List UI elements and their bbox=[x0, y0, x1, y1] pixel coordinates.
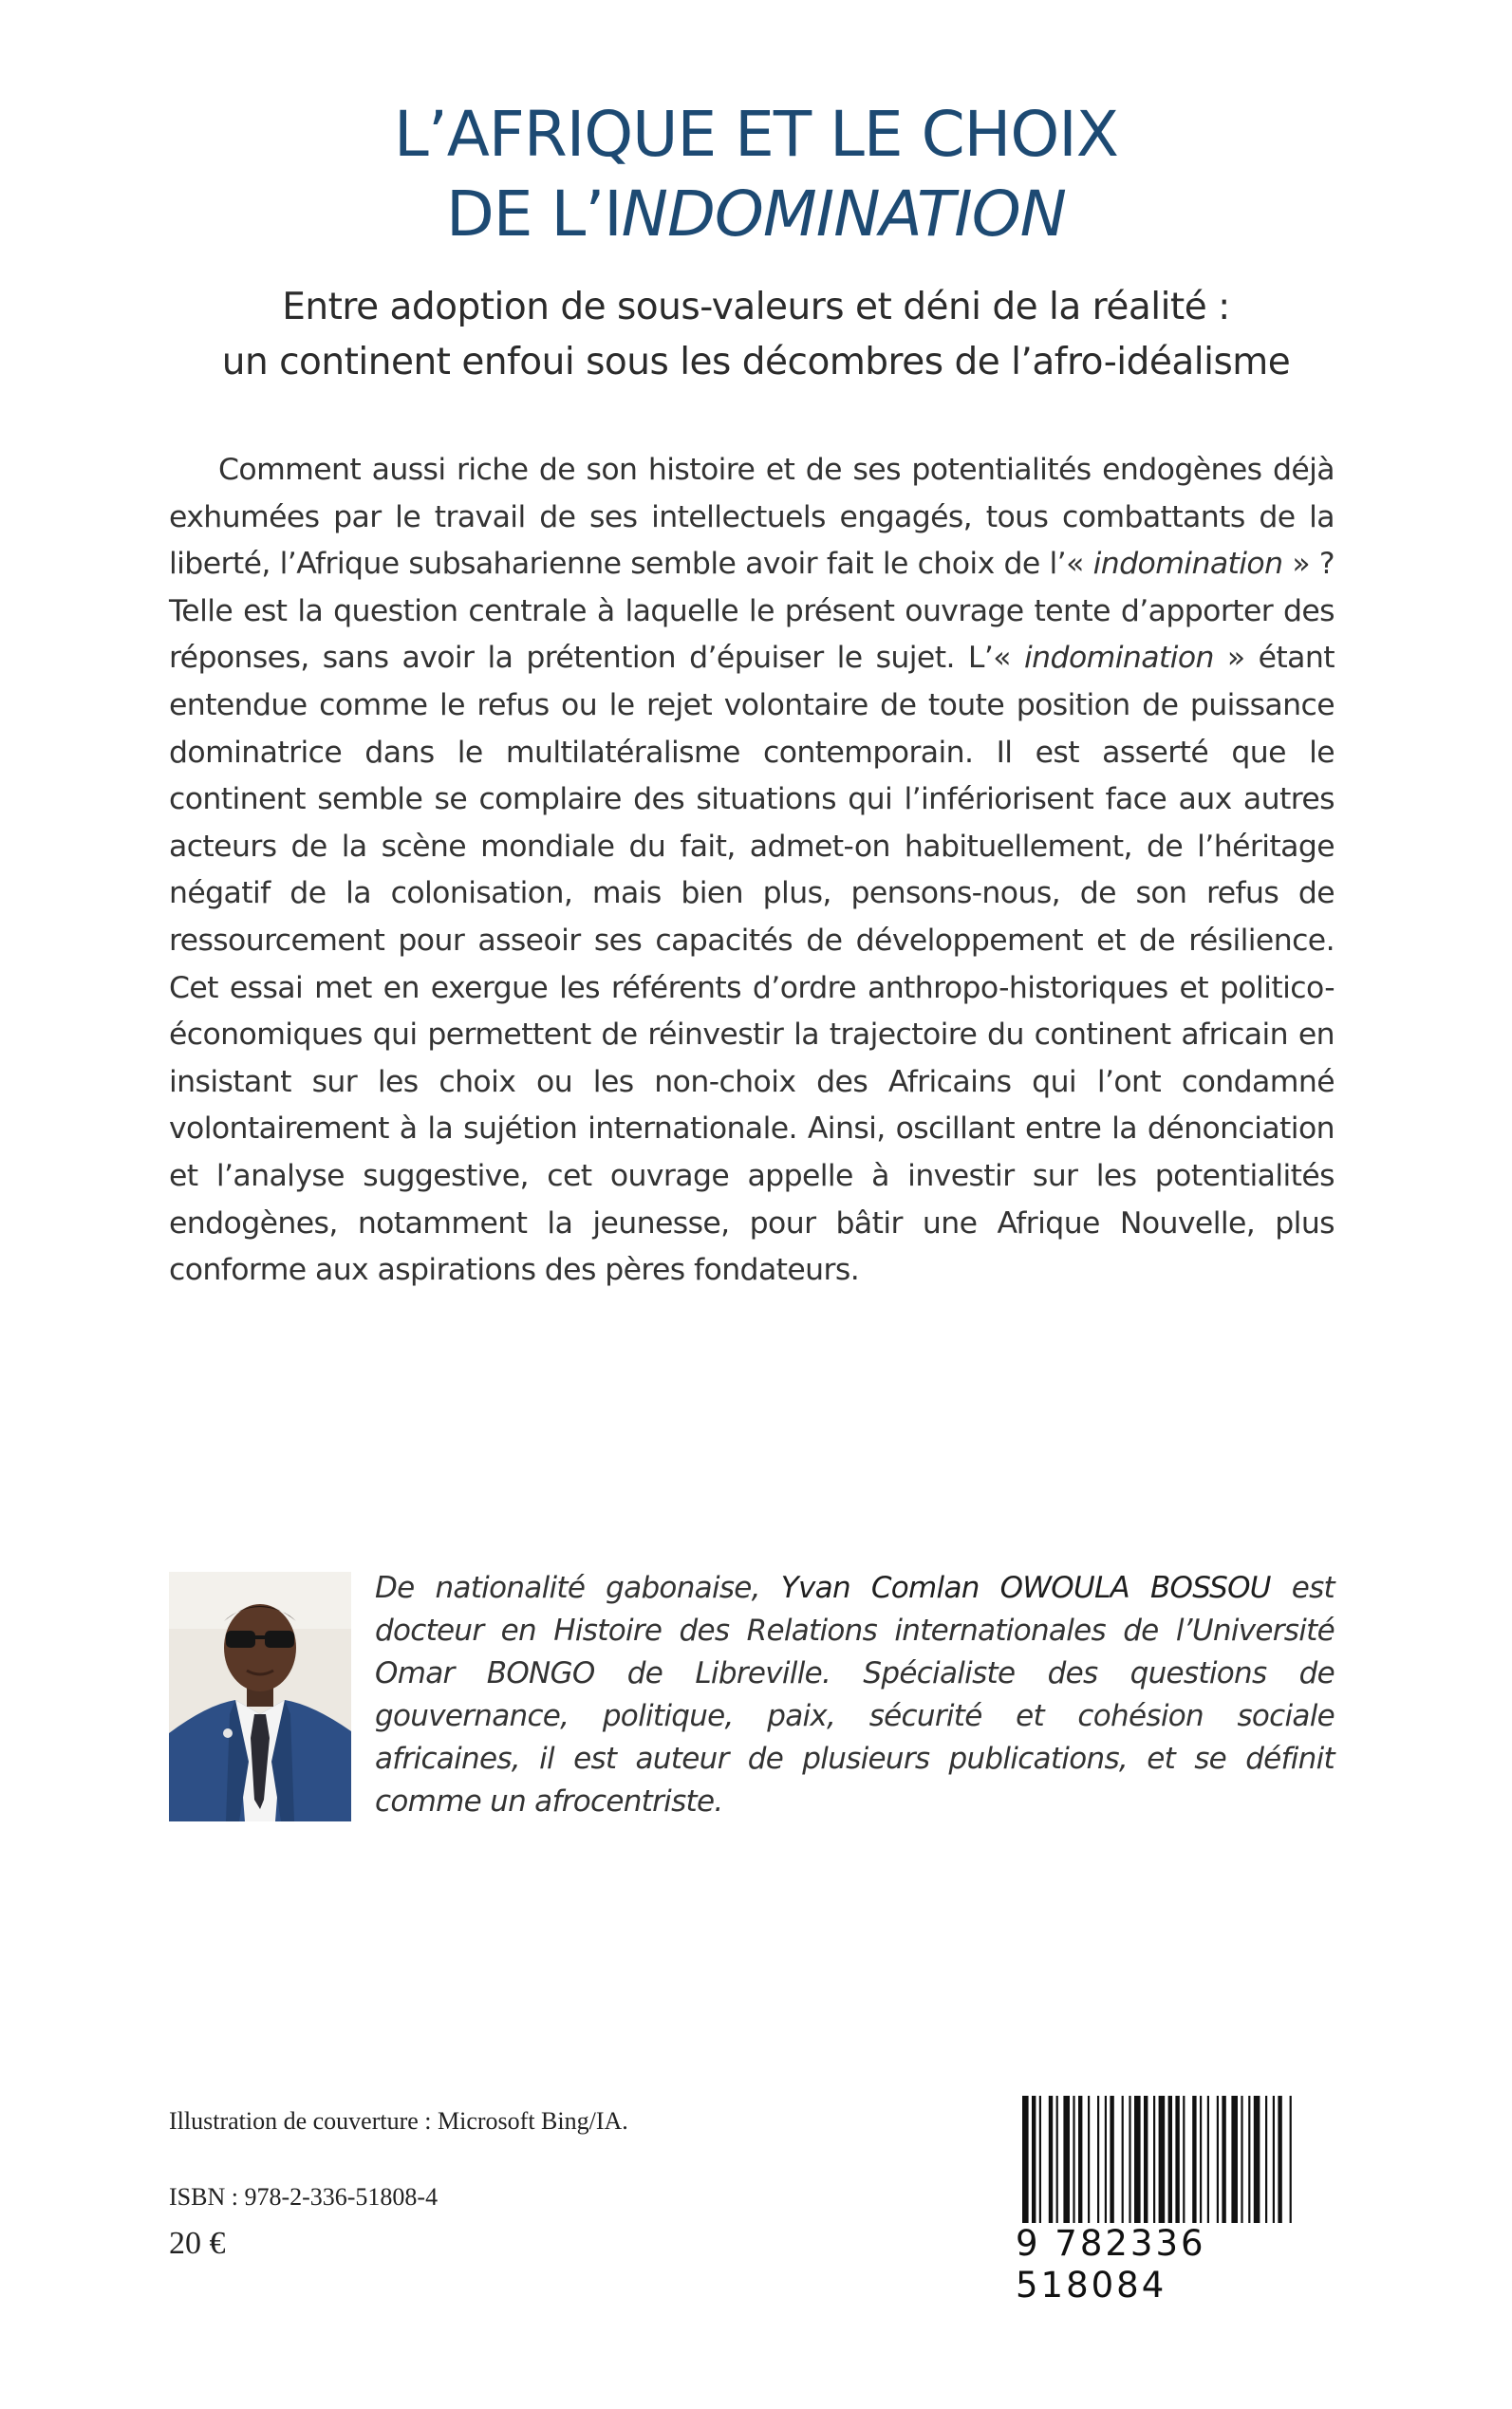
subtitle-line-2: un continent enfoui sous les décombres de l’afro-idéalisme bbox=[221, 341, 1291, 383]
barcode-bar bbox=[1290, 2096, 1292, 2236]
barcode-bar bbox=[1144, 2096, 1148, 2223]
barcode-bar bbox=[1022, 2096, 1029, 2236]
barcode-bar bbox=[1207, 2096, 1209, 2223]
title-line-1: L’AFRIQUE ET LE CHOIX bbox=[394, 98, 1118, 171]
barcode-bar bbox=[1192, 2096, 1196, 2223]
subtitle-line-1: Entre adoption de sous-valeurs et déni de la réalité : bbox=[282, 286, 1230, 328]
barcode-bar bbox=[1159, 2096, 1166, 2236]
title-line-2-italic: NDOMINATION bbox=[621, 177, 1067, 251]
barcode-bar bbox=[1129, 2096, 1130, 2223]
price: 20 € bbox=[169, 2226, 226, 2261]
barcode-bar bbox=[1231, 2096, 1238, 2223]
illustration-credit: Illustration de couverture : Microsoft Bing/IA. bbox=[169, 2107, 628, 2135]
barcode-bar bbox=[1278, 2096, 1281, 2223]
summary-part-1: Comment aussi riche de son histoire et de ses potentialités endogènes déjà exhumées par le travail de ses intellectuels engagés, tous combattants de la liberté, l’Afrique subsaharienne semble avoir fait le choix de l’« bbox=[169, 453, 1335, 582]
barcode-bar bbox=[1254, 2096, 1260, 2223]
barcode-bar bbox=[1073, 2096, 1074, 2223]
title-line-2-prefix: DE L’I bbox=[445, 177, 622, 251]
summary-term-1: indomination bbox=[1092, 547, 1283, 582]
author-photo bbox=[169, 1572, 351, 1821]
barcode-bar bbox=[1134, 2096, 1141, 2223]
book-subtitle bbox=[76, 280, 1436, 390]
barcode-bar bbox=[1063, 2096, 1070, 2223]
barcode-bar bbox=[1265, 2096, 1267, 2223]
summary-part-2: » ? Telle est la question centrale à laquelle le présent ouvrage tente d’apporter des réponses, sans avoir la prétention d’épuiser le sujet. L’« bbox=[169, 547, 1335, 676]
barcode-bar bbox=[1078, 2096, 1082, 2223]
barcode-bar bbox=[1110, 2096, 1113, 2223]
author-name: Yvan Comlan OWOULA BOSSOU bbox=[780, 1571, 1271, 1605]
barcode-bar bbox=[1097, 2096, 1099, 2223]
barcode-bar bbox=[1222, 2096, 1225, 2223]
barcode-bar bbox=[1032, 2096, 1036, 2236]
barcode-bar bbox=[1217, 2096, 1219, 2223]
author-bio-text: est docteur en Histoire des Relations internationales de l’Université Omar BONGO de Libreville. Spécialiste des questions de gouvernance, politique, paix, sécurité et cohésion sociale africaines, il est auteur de plusieurs publications, et se définit comme un afrocentriste. bbox=[375, 1571, 1335, 1819]
barcode-bar bbox=[1122, 2096, 1124, 2223]
barcode-bar bbox=[1105, 2096, 1107, 2223]
barcode-number: 9 782336 518084 bbox=[1016, 2223, 1329, 2306]
barcode-bar bbox=[1175, 2096, 1179, 2223]
book-title bbox=[0, 95, 1512, 254]
barcode-bar bbox=[1241, 2096, 1242, 2223]
barcode-bar bbox=[1056, 2096, 1058, 2223]
barcode-bar bbox=[1200, 2096, 1202, 2223]
barcode-bar bbox=[1183, 2096, 1185, 2223]
barcode-bar bbox=[1039, 2096, 1041, 2223]
author-bio-prefix: De nationalité gabonaise, bbox=[375, 1571, 781, 1605]
isbn: ISBN : 978-2-336-51808-4 bbox=[169, 2183, 439, 2211]
barcode-bar bbox=[1273, 2096, 1275, 2223]
barcode-bar bbox=[1088, 2096, 1090, 2223]
barcode-bar bbox=[1248, 2096, 1250, 2223]
barcode-bar bbox=[1168, 2096, 1172, 2223]
barcode-bar bbox=[1049, 2096, 1053, 2223]
summary-term-2: indomination bbox=[1024, 641, 1214, 676]
author-bio bbox=[375, 1567, 1335, 1823]
book-summary bbox=[169, 447, 1335, 1295]
summary-part-3: » étant entendue comme le refus ou le rejet volontaire de toute position de puissance dominatrice dans le multilatéralisme contemporain. Il est asserté que le continent semble se complaire des situations qui l’infériorisent face aux autres acteurs de la scène mondiale du fait, admet-on habituellement, de l’héritage négatif de la colonisation, mais bien plus, pensons-nous, de son refus de ressourcement pour asseoir ses capacités de développement et de résilience. Cet essai met en exergue les référents d’ordre anthropo-historiques et politico-économiques qui permettent de réinvestir la trajectoire du continent africain en insistant sur les choix ou les non-choix des Africains qui l’ont condamné volontairement à la sujétion internationale. Ainsi, oscillant entre la dénonciation et l’analyse suggestive, cet ouvrage appelle à investir sur les potentialités endogènes, notamment la jeunesse, pour bâtir une Afrique Nouvelle, plus conforme aux aspirations des pères fondateurs. bbox=[169, 641, 1335, 1288]
barcode-bar bbox=[1153, 2096, 1155, 2223]
